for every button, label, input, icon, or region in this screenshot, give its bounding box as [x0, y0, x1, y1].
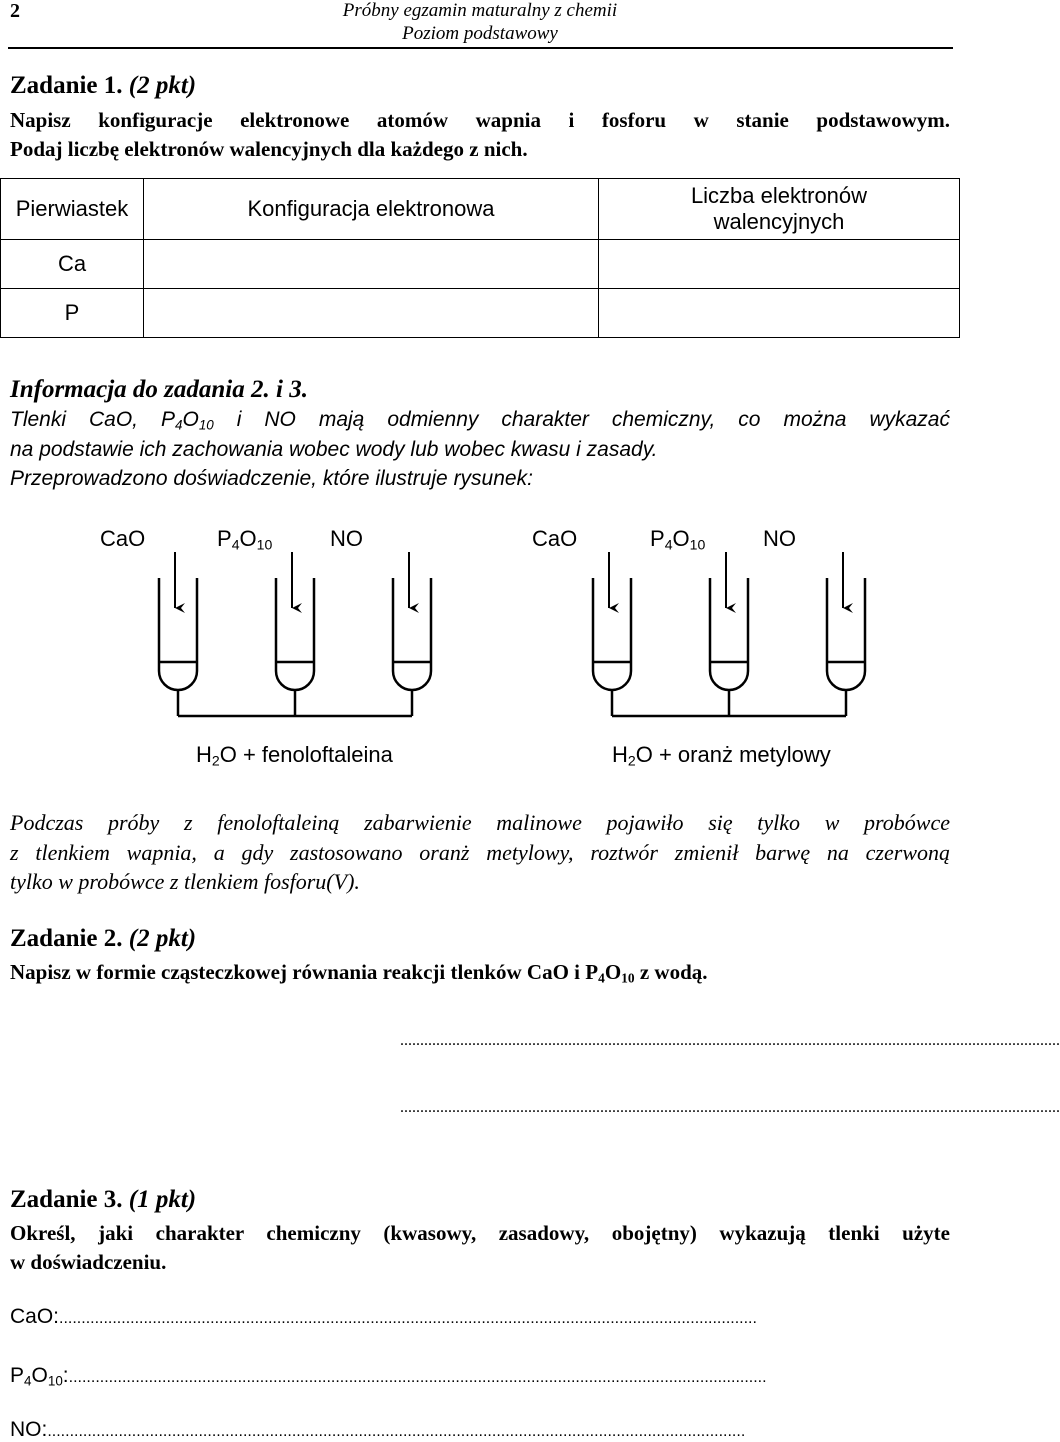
header-exam-title: Próbny egzamin maturalny z chemii — [342, 0, 618, 21]
label-cao-left: CaO — [100, 526, 146, 551]
answer-no-line[interactable]: NO:............................................................................................................................................................. — [10, 1418, 746, 1441]
task3-title: Zadanie 3. (1 pkt) — [10, 1186, 197, 1213]
test-tubes-drawing — [0, 510, 960, 780]
task1-title: Zadanie 1. (2 pkt) — [10, 72, 197, 99]
observation-line3: tylko w probówce z tlenkiem fosforu(V). — [10, 869, 360, 894]
task2-answer-line2[interactable]: ..................................................................................................................................................................... — [400, 1099, 1060, 1116]
table-header-element: Pierwiastek — [1, 179, 144, 240]
label-p4o10-right: $P_4O_{10}$ — [650, 526, 706, 553]
task2-answer-line1[interactable]: ..................................................................................................................................................................... — [400, 1032, 1060, 1049]
task1-instruction-line2: Podaj liczbę elektronów walencyjnych dla każdego z nich. — [10, 137, 528, 161]
task2-instruction: Napisz w formie cząsteczkowej równania reakcji tlenków CaO i $P_4O_{10}$ z wodą. — [10, 960, 708, 986]
task3-instruction-line2: w doświadczeniu. — [10, 1250, 167, 1274]
configuration-table — [0, 178, 960, 338]
info-paragraph-line3: Przeprowadzono doświadczenie, które ilustruje rysunek: — [10, 467, 533, 490]
experiment-diagram — [0, 510, 960, 780]
label-no-right: NO — [763, 526, 796, 551]
observation-line1: Podczas próby z fenoloftaleiną zabarwienie malinowe pojawiło się tylko w probówce — [10, 810, 950, 835]
header-level: Poziom podstawowy — [402, 23, 558, 44]
left-solution-label: $H_2O$ + fenoloftaleina — [196, 742, 393, 769]
task3-instruction-line1: Określ, jaki charakter chemiczny (kwasowy, zasadowy, obojętny) wykazują tlenki użyte — [10, 1221, 950, 1245]
test-tube-cao-right — [593, 578, 631, 690]
label-cao-right: CaO — [532, 526, 578, 551]
task2-title: Zadanie 2. (2 pkt) — [10, 925, 197, 952]
right-solution-label: $H_2O$ + oranż metylowy — [612, 742, 831, 769]
answer-cell-p-valence[interactable] — [599, 289, 960, 338]
table-cell-ca: Ca — [1, 240, 144, 289]
table-header-configuration: Konfiguracja elektronowa — [144, 179, 599, 240]
table-header-valence: Liczba elektronów walencyjnych — [599, 179, 960, 240]
test-tube-p4o10-right — [710, 578, 748, 690]
answer-cao-line[interactable]: CaO:............................................................................................................................................................. — [10, 1305, 757, 1328]
answer-cell-p-configuration[interactable] — [144, 289, 599, 338]
info-paragraph-line2: na podstawie ich zachowania wobec wody lub wobec kwasu i zasady. — [10, 438, 658, 461]
task1-instruction-line1: Napisz konfiguracje elektronowe atomów wapnia i fosforu w stanie podstawowym. — [10, 108, 950, 132]
answer-cell-ca-configuration[interactable] — [144, 240, 599, 289]
page-number: 2 — [10, 0, 20, 22]
test-tube-no-right — [827, 578, 865, 690]
table-cell-p: P — [1, 289, 144, 338]
label-p4o10-left: $P_4O_{10}$ — [217, 526, 273, 553]
test-tube-p4o10-left — [276, 578, 314, 690]
label-no-left: NO — [330, 526, 363, 551]
answer-cell-ca-valence[interactable] — [599, 240, 960, 289]
answer-p4o10-line[interactable]: $P_4O_{10}$:............................................................................................................................................................. — [10, 1364, 767, 1389]
info-title: Informacja do zadania 2. i 3. — [10, 376, 308, 403]
header-divider — [8, 47, 953, 49]
test-tube-cao-left — [159, 578, 197, 690]
info-paragraph-line1: Tlenki CaO, $P_4O_{10}$ i NO mają odmienny charakter chemiczny, co można wykazać — [10, 408, 950, 433]
observation-line2: z tlenkiem wapnia, a gdy zastosowano oranż metylowy, roztwór zmienił barwę na czerwoną — [10, 840, 950, 865]
test-tube-no-left — [393, 578, 431, 690]
